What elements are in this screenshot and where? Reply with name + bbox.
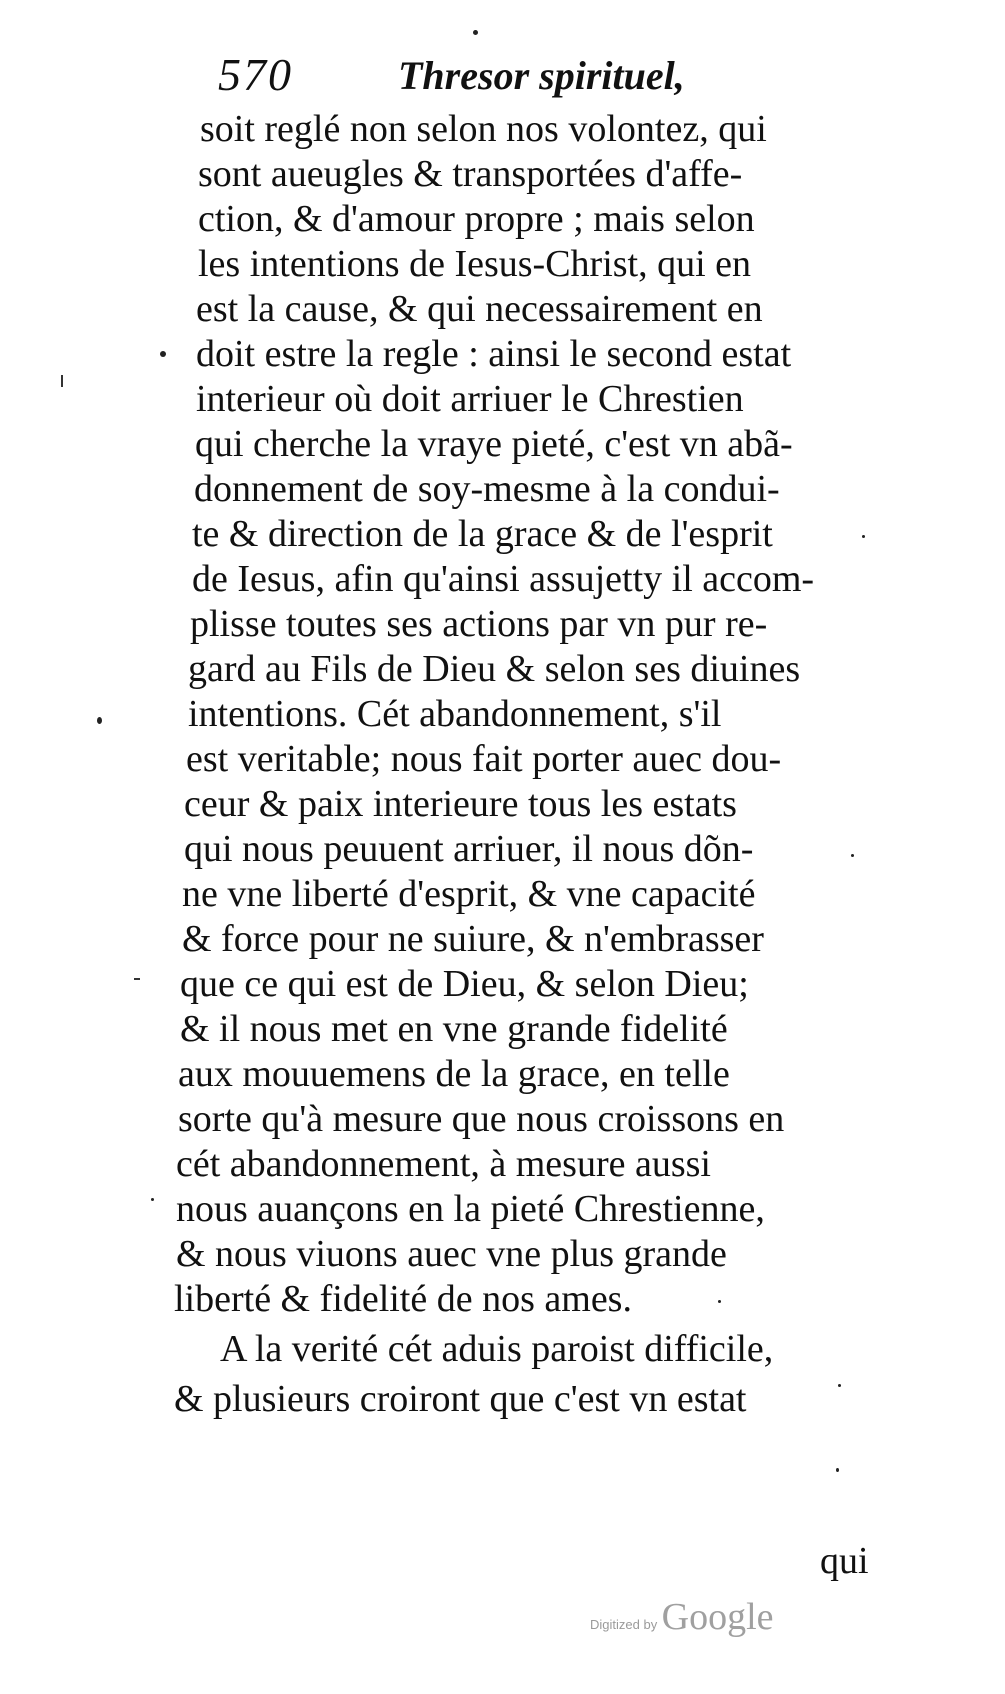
scan-speck <box>836 1468 839 1472</box>
scan-speck <box>134 978 140 980</box>
text-line: ceur & paix interieure tous les estats <box>184 783 737 825</box>
text-line: doit estre la regle : ainsi le second estat <box>196 333 792 375</box>
text-line: & il nous met en vne grande fidelité <box>180 1008 728 1050</box>
scan-speck <box>851 854 854 857</box>
text-line: sorte qu'à mesure que nous croissons en <box>178 1098 785 1140</box>
text-line: sont aueugles & transportées d'affe- <box>198 153 743 195</box>
google-logo: Google <box>661 1596 774 1638</box>
text-line: gard au Fils de Dieu & selon ses diuines <box>188 648 801 690</box>
text-line: & force pour ne suiure, & n'embrasser <box>182 918 764 960</box>
text-line: cét abandonnement, à mesure aussi <box>176 1143 711 1185</box>
text-line: est veritable; nous fait porter auec dou- <box>186 738 782 780</box>
catchword: qui <box>820 1540 869 1582</box>
scan-speck <box>61 375 63 387</box>
text-line: que ce qui est de Dieu, & selon Dieu; <box>180 963 749 1005</box>
scan-speck <box>838 1384 841 1387</box>
scan-speck <box>97 717 102 724</box>
text-line: aux mouuemens de la grace, en telle <box>178 1053 730 1095</box>
text-line: plisse toutes ses actions par vn pur re- <box>190 603 768 645</box>
text-line: liberté & fidelité de nos ames. <box>174 1278 632 1320</box>
scan-speck <box>160 351 166 357</box>
text-line: nous auançons en la pieté Chrestienne, <box>176 1188 765 1230</box>
text-line: les intentions de Iesus-Christ, qui en <box>198 243 752 285</box>
text-line: qui nous peuuent arriuer, il nous dõn- <box>184 828 754 870</box>
running-title: Thresor spirituel, <box>398 53 685 98</box>
digitized-watermark <box>590 1595 774 1639</box>
text-line: de Iesus, afin qu'ainsi assujetty il accom- <box>192 558 815 600</box>
scan-speck <box>862 535 865 538</box>
page-number: 570 <box>218 49 293 100</box>
paragraph-start-line: A la verité cét aduis paroist difficile, <box>220 1328 774 1370</box>
text-line: soit reglé non selon nos volontez, qui <box>200 108 767 150</box>
text-line: interieur où doit arriuer le Chrestien <box>196 378 744 420</box>
watermark-prefix: Digitized by <box>590 1617 658 1632</box>
text-line: & nous viuons auec vne plus grande <box>176 1233 727 1275</box>
text-line: ction, & d'amour propre ; mais selon <box>198 198 755 240</box>
scan-speck <box>151 1198 154 1201</box>
text-line: qui cherche la vraye pieté, c'est vn abã- <box>195 423 793 465</box>
text-line: ne vne liberté d'esprit, & vne capacité <box>182 873 756 915</box>
text-line: intentions. Cét abandonnement, s'il <box>188 693 722 735</box>
text-line: est la cause, & qui necessairement en <box>196 288 763 330</box>
scan-speck <box>718 1300 721 1303</box>
text-line: donnement de soy-mesme à la condui- <box>194 468 780 510</box>
page-header <box>218 48 685 100</box>
text-line: & plusieurs croiront que c'est vn estat <box>174 1378 747 1420</box>
text-line: te & direction de la grace & de l'esprit <box>192 513 773 555</box>
scan-speck <box>473 30 478 35</box>
